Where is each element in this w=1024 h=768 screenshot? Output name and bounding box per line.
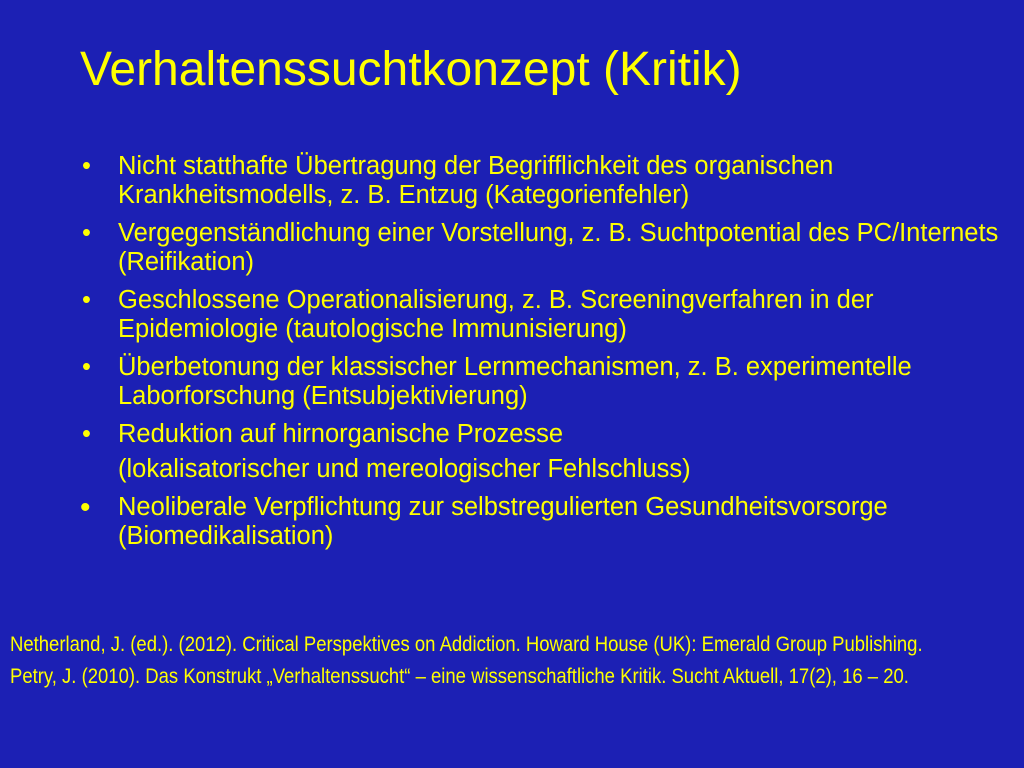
bullet-item [80, 152, 1010, 210]
bullet-text: Geschlossene Operationalisierung, z. B. Screeningverfahren in der Epidemiologie (tautologische Immunisierung) [118, 286, 874, 343]
bullet-text: Neoliberale Verpflichtung zur selbstregulierten Gesundheitsvorsorge (Biomedikalisation) [118, 493, 888, 550]
bullet-point-icon: • [80, 491, 91, 524]
bullet-continuation-text: (lokalisatorischer und mereologischer Fehlschluss) [118, 455, 691, 483]
bullet-point-icon: • [82, 152, 91, 180]
bullet-point-icon: • [82, 420, 91, 448]
bullet-item [80, 420, 1010, 484]
reference-entry: Netherland, J. (ed.). (2012). Critical Perspektives on Addiction. Howard House (UK): Emerald Group Publishing. [10, 632, 923, 656]
bullet-list [80, 152, 1010, 560]
bullet-point-icon: • [82, 353, 91, 381]
bullet-item [80, 353, 1010, 411]
bullet-item [80, 286, 1010, 344]
bullet-text: Vergegenständlichung einer Vorstellung, z. B. Suchtpotential des PC/Internets (Reifikation) [118, 219, 999, 276]
reference-entry: Petry, J. (2010). Das Konstrukt „Verhaltenssucht“ – eine wissenschaftliche Kritik. Sucht Aktuell, 17(2), 16 – 20. [10, 664, 909, 688]
bullet-text: Überbetonung der klassischer Lernmechanismen, z. B. experimentelle Laborforschung (Entsubjektivierung) [118, 353, 912, 410]
bullet-item [80, 219, 1010, 277]
bullet-point-icon: • [82, 219, 91, 247]
slide-title: Verhaltenssuchtkonzept (Kritik) [80, 43, 742, 96]
bullet-point-icon: • [82, 286, 91, 314]
bullet-text: Reduktion auf hirnorganische Prozesse [118, 420, 564, 448]
bullet-text: Nicht statthafte Übertragung der Begrifflichkeit des organischen Krankheitsmodells, z. B. Entzug (Kategorienfehler) [118, 152, 834, 209]
references [10, 628, 1008, 692]
bullet-item [80, 493, 1010, 551]
